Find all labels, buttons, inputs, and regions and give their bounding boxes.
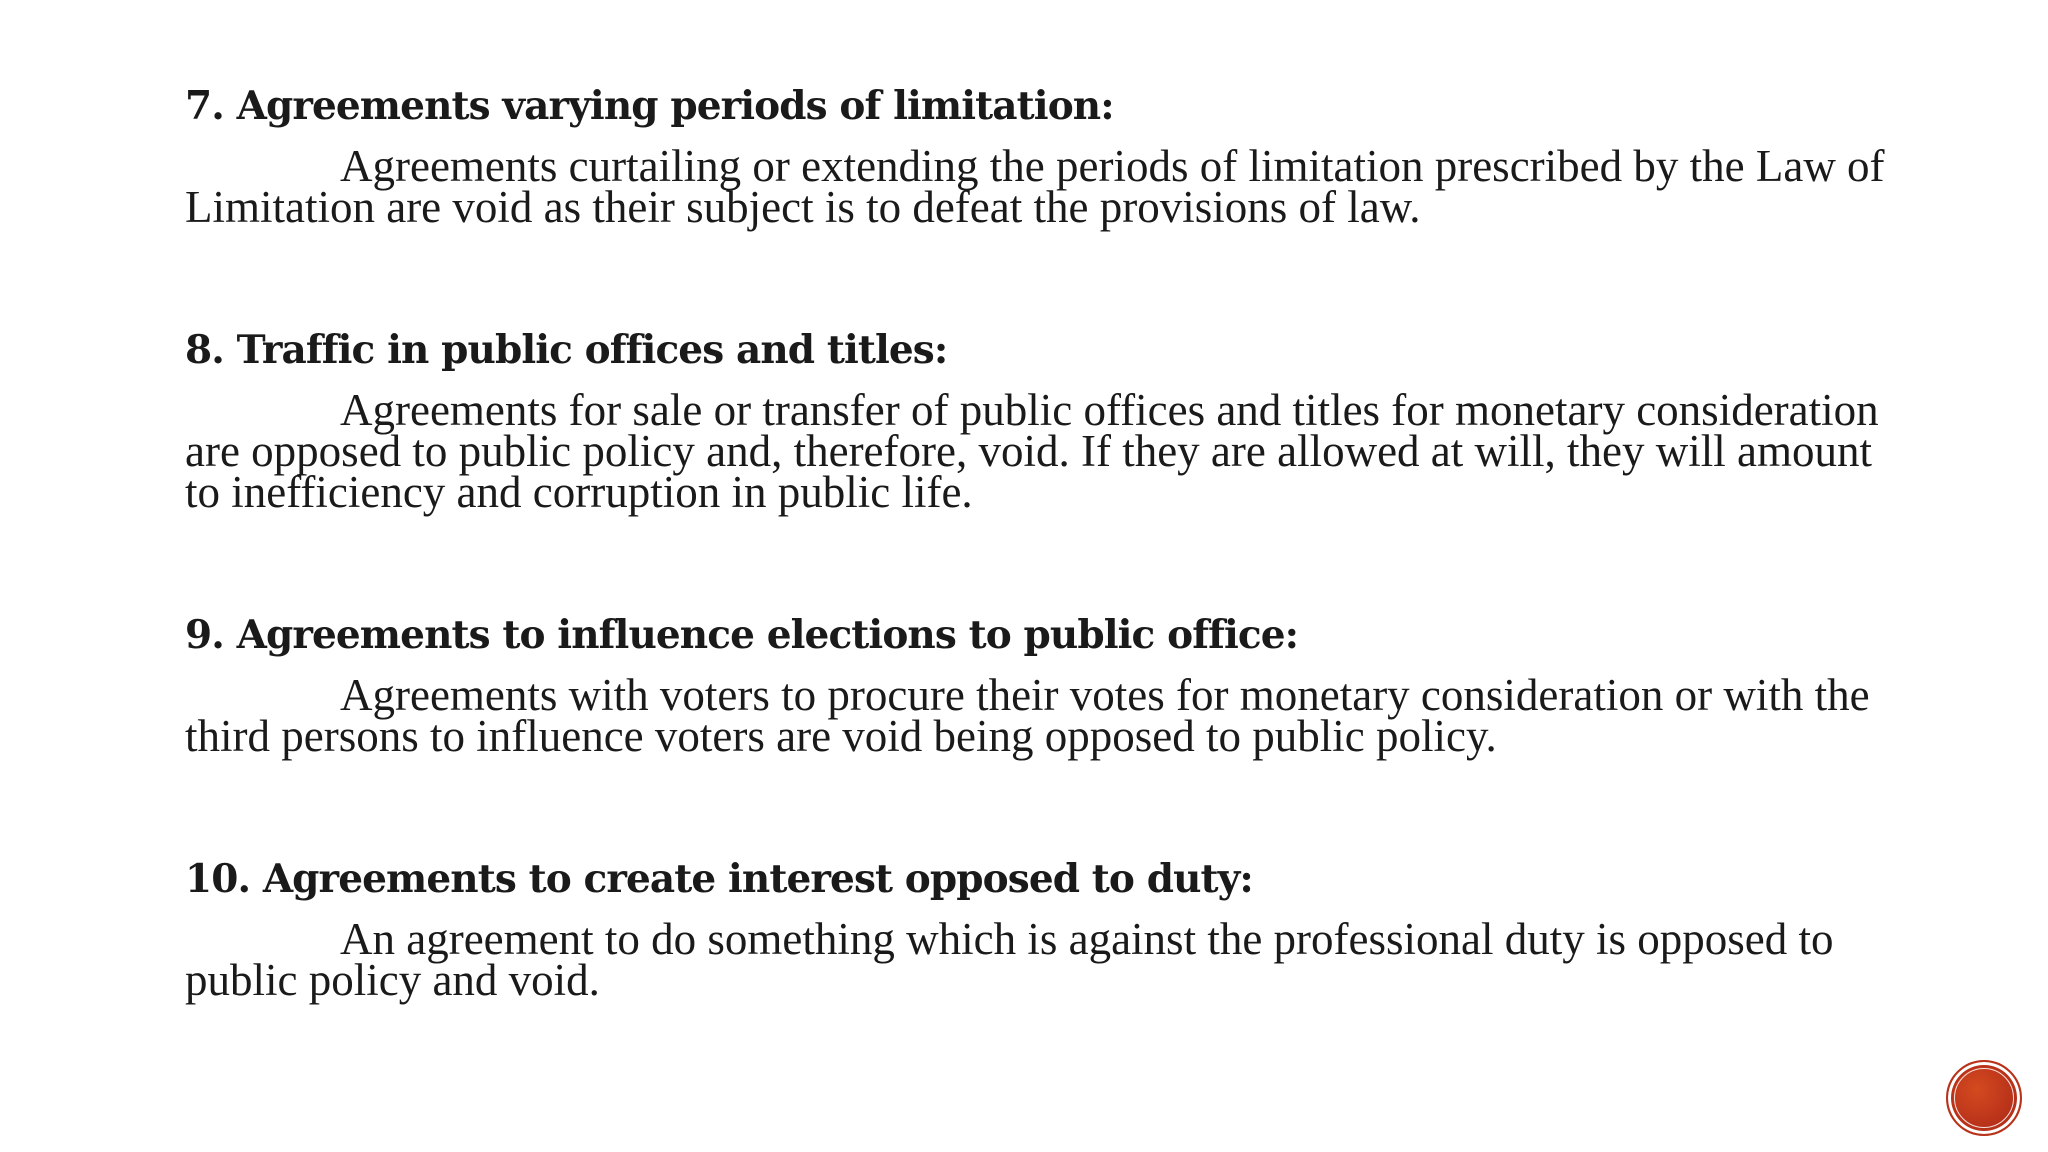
- section-limitation: [185, 80, 1885, 232]
- section-body: Agreements curtailing or extending the periods of limitation prescribed by the Law of Limitation are void as their subject is to defeat the provisions of law.: [185, 141, 1885, 232]
- section-heading: 10. Agreements to create interest opposed to duty:: [185, 856, 1253, 902]
- section-body: Agreements for sale or transfer of public offices and titles for monetary consideration are opposed to public policy and, therefore, void. If they are allowed at will, they will amount to inefficiency and corruption in public life.: [185, 385, 1879, 517]
- section-heading: 7. Agreements varying periods of limitation:: [185, 83, 1114, 129]
- section-public-offices: [185, 324, 1885, 517]
- red-circle-badge-icon: [1946, 1060, 2022, 1136]
- section-heading: 8. Traffic in public offices and titles:: [185, 327, 948, 373]
- section-body: An agreement to do something which is against the professional duty is opposed to public policy and void.: [185, 914, 1834, 1005]
- badge-ring: [1954, 1068, 2014, 1128]
- section-interest-duty: [185, 853, 1885, 1005]
- section-elections: [185, 609, 1885, 761]
- section-body: Agreements with voters to procure their votes for monetary consideration or with the third persons to influence voters are void being opposed to public policy.: [185, 670, 1870, 761]
- section-heading: 9. Agreements to influence elections to public office:: [185, 612, 1299, 658]
